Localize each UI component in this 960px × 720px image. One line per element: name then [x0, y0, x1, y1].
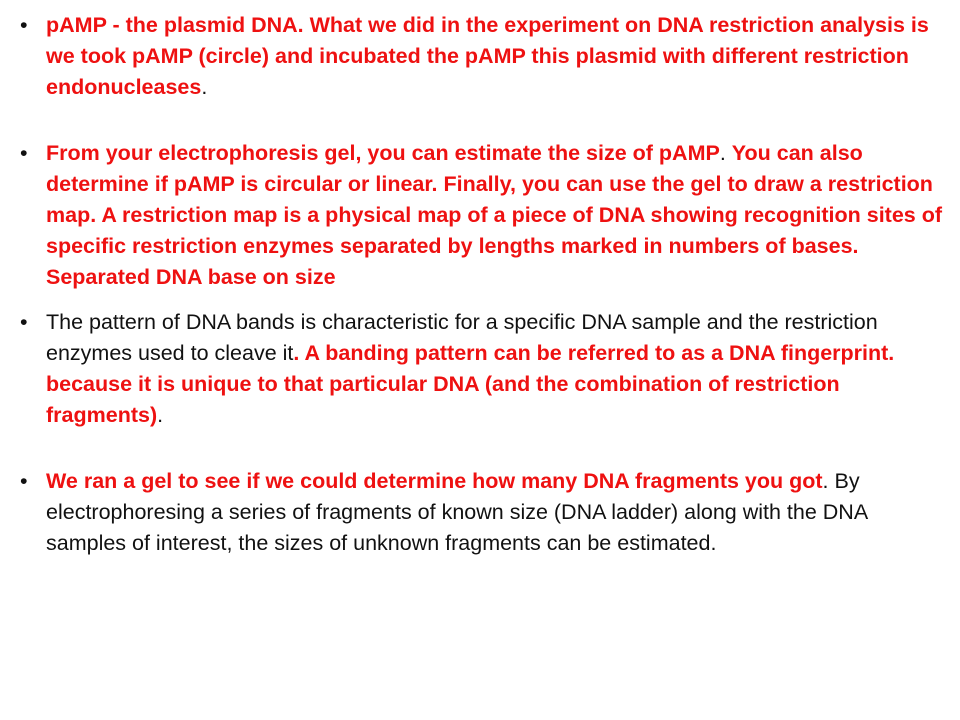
bullet-item-electrophoresis-gel [18, 138, 942, 293]
bullet-dot-icon: • [20, 141, 28, 165]
bullet-text-segment: . A banding pattern can be referred to as a DNA fingerprint. because it is unique to that particular DNA (and the combination of restriction fragments) [46, 341, 895, 427]
bullet-dot-icon: • [20, 13, 28, 37]
bullet-text-segment: . [201, 75, 208, 99]
bullet-item-pamp-plasmid [18, 10, 942, 103]
bullet-text-segment: . [157, 403, 164, 427]
bullet-text-segment: . By electrophoresing a series of fragments of known size (DNA ladder) along with the DNA samples of interest, the sizes of unknown fragments can be estimated. [46, 469, 867, 555]
bullet-text-segment: From your electrophoresis gel, you can estimate the size of pAMP [46, 141, 720, 165]
bullet-item-ran-gel [18, 466, 942, 559]
bullet-list [18, 6, 942, 559]
bullet-dot-icon: • [20, 310, 28, 334]
bullet-text-segment: You can also determine if pAMP is circular or linear. Finally, you can use the gel to draw a restriction map. A restriction map is a physical map of a piece of DNA showing recognition sites of specific restriction enzymes separated by lengths marked in numbers of bases. Separated DNA base on size [46, 141, 943, 289]
bullet-text-segment: The pattern of DNA bands is characteristic for a specific DNA sample and the restriction enzymes used to cleave it [46, 310, 878, 365]
bullet-text-segment: . [719, 141, 732, 165]
bullet-item-dna-bands [18, 307, 942, 431]
bullet-dot-icon: • [20, 469, 28, 493]
bullet-text-segment: We ran a gel to see if we could determine how many DNA fragments you got [46, 469, 823, 493]
bullet-text-segment: pAMP - the plasmid DNA. What we did in the experiment on DNA restriction analysis is we took pAMP (circle) and incubated the pAMP this plasmid with different restriction endonucleases [46, 13, 929, 99]
